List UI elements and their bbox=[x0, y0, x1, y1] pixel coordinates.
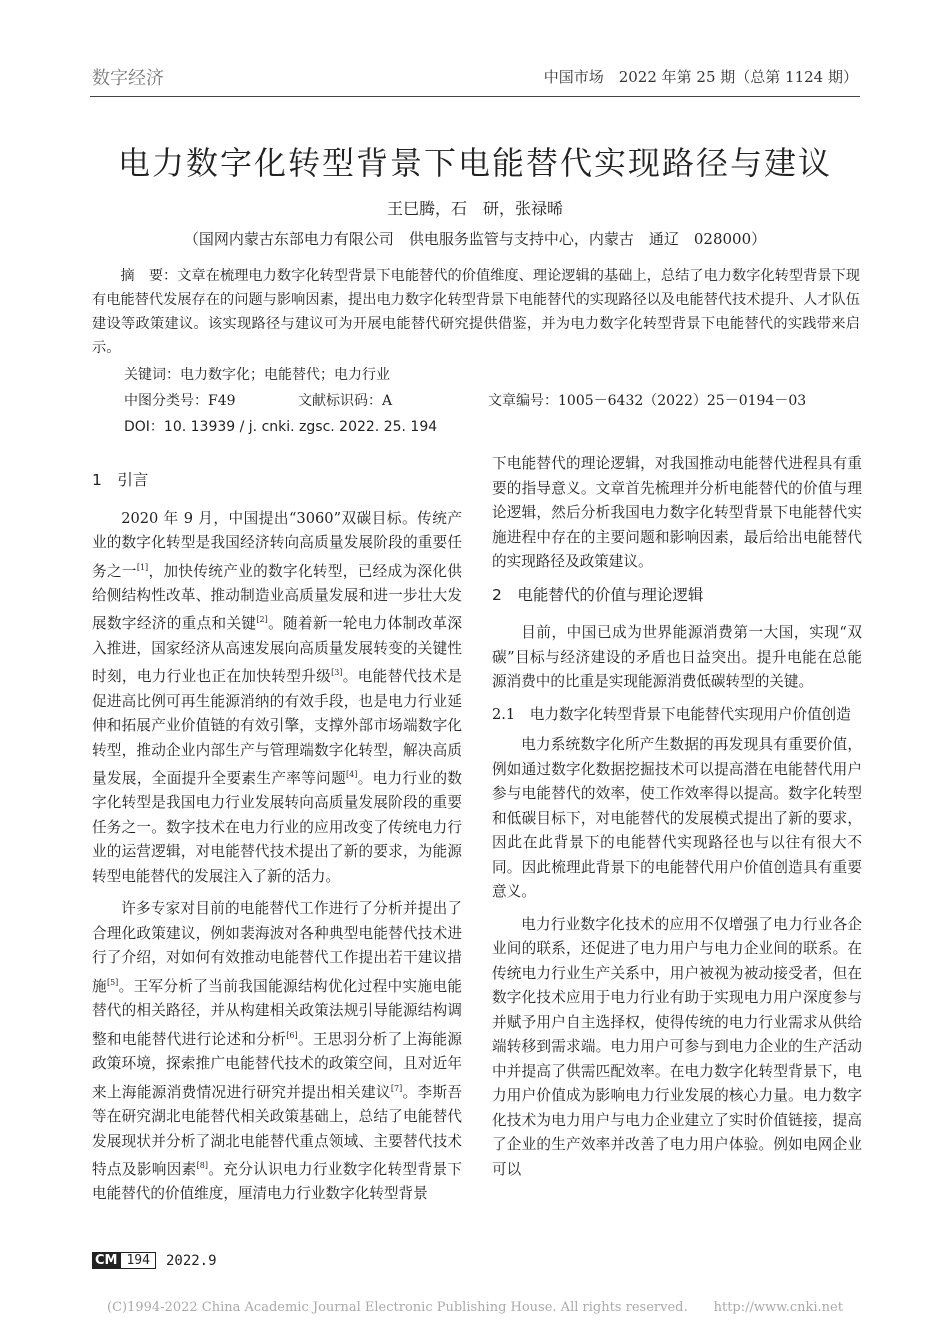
keywords: 关键词：电力数字化；电能替代；电力行业 bbox=[124, 367, 390, 383]
page-number: 194 bbox=[120, 1252, 155, 1269]
citation[interactable]: [8] bbox=[196, 1161, 208, 1171]
citation[interactable]: [3] bbox=[331, 668, 343, 678]
article-number: 文章编号：1005－6432（2022）25－0194－03 bbox=[488, 393, 807, 409]
paragraph: 电力系统数字化所产生数据的再发现具有重要价值，例如通过数字化数据挖掘技术可以提高潜在电能替代用户参与电能替代的效率，使工作效率得以提高。数字化转型和低碳目标下，对电能替代的发展模式提出了新的要求，因此在此背景下的电能替代实现路径也与以往有很大不同。因此梳理此背景下的电能替代用户价值创造具有重要意义。 bbox=[492, 736, 862, 900]
copyright-watermark: (C)1994-2022 China Academic Journal Electronic Publishing House. All rights reserved. http://www.cnki.net bbox=[107, 1300, 843, 1315]
section-label: 数字经济 bbox=[92, 68, 164, 89]
paragraph: 2020 年 9 月，中国提出“3060”双碳目标。传统产业的数字化转型是我国经济转向高质量发展阶段的重要任务之一[1]，加快传统产业的数字化转型，已经成为深化供给侧结构性改革、推动制造业高质量发展和进一步壮大发展数字经济的重点和关键[2]。随着新一轮电力体制改革深入推进，国家经济从高速发展向高质量发展转变的关键性时刻，电力行业也正在加快转型升级[3]。电能替代技术是促进高比例可再生能源消纳的有效手段，也是电力行业延伸和拓展产业价值链的有效引擎，支撑外部市场端数字化转型，推动企业内部生产与管理端数字化转型，解决高质量发展，全面提升全要素生产率等问题[4]。电力行业的数字化转型是我国电力行业发展转向高质量发展阶段的重要任务之一。数字技术在电力行业的应用改变了传统电力行业的运营逻辑，对电能替代技术提出了新的要求，为能源转型电能替代的发展注入了新的活力。 bbox=[92, 509, 462, 885]
paragraph: 许多专家对目前的电能替代工作进行了分析并提出了合理化政策建议，例如裴海波对各种典型电能替代技术进行了介绍，对如何有效推动电能替代工作提出若干建议措施[5]。王军分析了当前我国能源结构优化过程中实施电能替代的相关路径，并从构建相关政策法规引导能源结构调整和电能替代进行论述和分析[6]。王思羽分析了上海能源政策环境，探索推广电能替代技术的政策空间，且对近年来上海能源消费情况进行研究并提出相关建议[7]。李斯吾等在研究湖北电能替代相关政策基础上，总结了电能替代发展现状并分析了湖北电能替代重点领域、主要替代技术特点及影响因素[8]。充分认识电力行业数字化转型背景下电能替代的价值维度，厘清电力行业数字化转型背景 bbox=[92, 900, 462, 1203]
left-column bbox=[92, 460, 462, 1215]
citation[interactable]: [4] bbox=[346, 770, 358, 780]
journal-issue: 中国市场 2022 年第 25 期（总第 1124 期） bbox=[543, 68, 858, 86]
cm-logo-icon: CM bbox=[92, 1252, 120, 1269]
header-rule bbox=[90, 96, 860, 97]
doi: DOI：10. 13939 / j. cnki. zgsc. 2022. 25. 194 bbox=[124, 419, 438, 435]
citation[interactable]: [5] bbox=[106, 977, 119, 987]
authors: 王巳腾，石 研，张禄晞 bbox=[386, 199, 563, 218]
journal-logo bbox=[92, 1252, 156, 1269]
affiliation: （国网内蒙古东部电力有限公司 供电服务监管与支持中心，内蒙古 通辽 028000） bbox=[183, 230, 767, 248]
paragraph: 下电能替代的理论逻辑，对我国推动电能替代进程具有重要的指导意义。文章首先梳理并分析电能替代的价值与理论逻辑，然后分析我国电力数字化转型背景下电能替代实施进程中存在的主要问题和影响因素，最后给出电能替代的实现路径及政策建议。 bbox=[492, 455, 862, 570]
citation[interactable]: [6] bbox=[286, 1030, 298, 1040]
citation[interactable]: [2] bbox=[256, 615, 268, 625]
document-code: 文献标识码：A bbox=[298, 393, 393, 409]
abstract: 摘 要：文章在梳理电力数字化转型背景下电能替代的价值维度、理论逻辑的基础上，总结了电力数字化转型背景下现有电能替代发展存在的问题与影响因素，提出电力数字化转型背景下电能替代的实现路径以及电能替代技术提升、人才队伍建设等政策建议。该实现路径与建议可为开展电能替代研究提供借鉴，并为电力数字化转型背景下电能替代的实践带来启示。 bbox=[92, 268, 860, 356]
issue-date: 2022.9 bbox=[165, 1252, 217, 1269]
citation[interactable]: [1] bbox=[136, 562, 149, 572]
right-column bbox=[492, 452, 862, 1190]
clc-number: 中图分类号：F49 bbox=[124, 393, 236, 409]
article-title: 电力数字化转型背景下电能替代实现路径与建议 bbox=[117, 144, 832, 182]
page-footer bbox=[92, 1252, 217, 1269]
paragraph: 目前，中国已成为世界能源消费第一大国，实现“双碳”目标与经济建设的矛盾也日益突出。提升电能在总能源消费中的比重是实现能源消费低碳转型的关键。 bbox=[492, 624, 862, 690]
citation[interactable]: [7] bbox=[390, 1083, 403, 1093]
subsection-heading-2-1: 2.1 电力数字化转型背景下电能替代实现用户价值创造 bbox=[492, 705, 851, 723]
paragraph: 电力行业数字化技术的应用不仅增强了电力行业各企业间的联系，还促进了电力用户与电力企业间的联系。在传统电力行业生产关系中，用户被视为被动接受者，但在数字化技术应用于电力行业有助于实现电力用户深度参与并赋予用户自主选择权，使得传统的电力行业需求从供给端转移到需求端。电力用户可参与到电力企业的生产活动中并提高了供需匹配效率。在电力数字化转型背景下，电力用户价值成为影响电力行业发展的核心力量。电力数字化技术为电力用户与电力企业建立了实时价值链接，提高了企业的生产效率并改善了电力用户体验。例如电网企业可以 bbox=[492, 915, 862, 1178]
section-heading-1: 1 引言 bbox=[92, 471, 149, 489]
section-heading-2: 2 电能替代的价值与理论逻辑 bbox=[492, 585, 704, 604]
